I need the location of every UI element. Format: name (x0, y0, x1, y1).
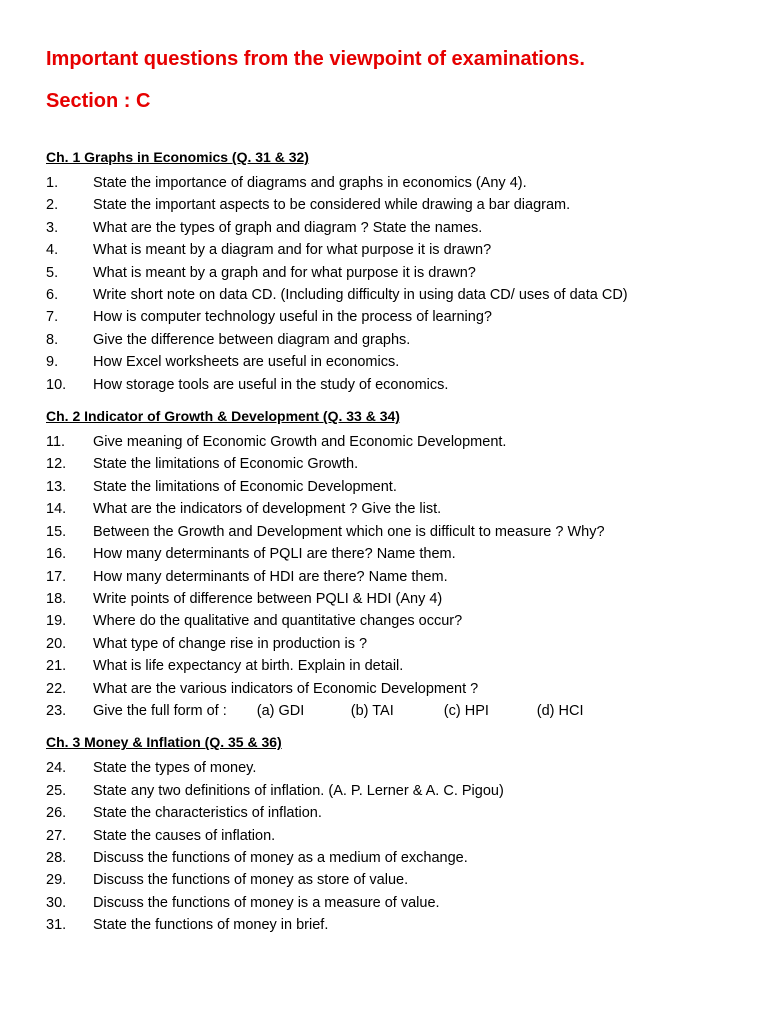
question-item (46, 802, 746, 824)
option-c: (c) HPI (443, 702, 489, 719)
question-item (46, 847, 746, 869)
question-text: What is meant by a diagram and for what purpose it is drawn? (93, 242, 492, 259)
option-a: (a) GDI (256, 702, 305, 719)
question-text: Between the Growth and Development which one is difficult to measure ? Why? (93, 523, 605, 540)
option-d: (d) HCI (536, 702, 584, 719)
question-item (46, 655, 746, 677)
question-number: 3. (46, 219, 59, 236)
chapter-3-heading: Ch. 3 Money & Inflation (Q. 35 & 36) (46, 734, 282, 751)
question-number: 8. (46, 331, 59, 348)
question-item (46, 892, 746, 914)
question-item (46, 329, 746, 351)
question-text: State the importance of diagrams and graphs in economics (Any 4). (93, 175, 527, 191)
document-page (46, 46, 746, 937)
question-text: Discuss the functions of money is a measure of value. (93, 894, 440, 911)
question-text: State any two definitions of inflation. (A. P. Lerner & A. C. Pigou) (93, 782, 504, 799)
question-text: Give meaning of Economic Growth and Economic Development. (93, 434, 507, 451)
question-number: 11. (46, 434, 66, 451)
question-text: How is computer technology useful in the process of learning? (93, 309, 492, 326)
question-number: 18. (46, 590, 67, 607)
question-item (46, 757, 746, 779)
question-number: 12. (46, 456, 67, 473)
question-text: What is meant by a graph and for what purpose it is drawn? (93, 264, 476, 281)
question-number: 22. (46, 680, 67, 697)
question-number: 31. (46, 917, 67, 934)
question-text: State the limitations of Economic Growth. (93, 456, 359, 473)
question-text: What are the various indicators of Economic Development ? (93, 680, 479, 697)
question-number: 2. (46, 197, 59, 214)
chapter-3-question-list (46, 757, 746, 936)
question-number: 28. (46, 849, 67, 866)
question-text: State the important aspects to be considered while drawing a bar diagram. (93, 197, 571, 214)
question-text: Write short note on data CD. (Including difficulty in using data CD/ uses of data CD) (93, 287, 628, 304)
question-number: 29. (46, 872, 67, 889)
question-item (46, 914, 746, 936)
question-text: What type of change rise in production is ? (93, 635, 368, 652)
question-item (46, 172, 746, 194)
question-item (46, 284, 746, 306)
question-number: 13. (46, 478, 67, 495)
option-b: (b) TAI (350, 702, 394, 719)
question-item (46, 262, 746, 284)
question-number: 7. (46, 309, 59, 326)
question-number: 26. (46, 805, 67, 822)
chapter-2-heading: Ch. 2 Indicator of Growth & Development (Q. 33 & 34) (46, 408, 400, 425)
question-item (46, 869, 746, 891)
question-item (46, 633, 746, 655)
question-number: 4. (46, 242, 59, 259)
question-item (46, 476, 746, 498)
question-number: 21. (46, 658, 67, 675)
question-item (46, 217, 746, 239)
question-text: State the characteristics of inflation. (93, 805, 322, 822)
question-number: 15. (46, 523, 67, 540)
question-item (46, 825, 746, 847)
question-item (46, 566, 746, 588)
question-item (46, 678, 746, 700)
chapter-1-heading: Ch. 1 Graphs in Economics (Q. 31 & 32) (46, 149, 309, 165)
question-text: State the causes of inflation. (93, 827, 276, 844)
question-text: How Excel worksheets are useful in economics. (93, 354, 400, 371)
question-item (46, 306, 746, 328)
section-heading: Section : C (46, 90, 151, 112)
question-text (93, 700, 746, 722)
question-item (46, 351, 746, 373)
question-number: 10. (46, 376, 67, 393)
question-item (46, 431, 746, 453)
question-number: 9. (46, 354, 59, 371)
question-number: 20. (46, 635, 67, 652)
question-number: 25. (46, 782, 67, 799)
question-number: 5. (46, 264, 59, 281)
question-number: 17. (46, 568, 67, 585)
question-item (46, 700, 746, 722)
question-item (46, 588, 746, 610)
question-number: 19. (46, 613, 67, 630)
question-text: State the limitations of Economic Development. (93, 478, 397, 495)
question-text: What is life expectancy at birth. Explain in detail. (93, 658, 404, 675)
question-item (46, 543, 746, 565)
question-number: 6. (46, 287, 59, 304)
question-item (46, 194, 746, 216)
question-text: Where do the qualitative and quantitative changes occur? (93, 613, 463, 630)
question-number: 16. (46, 546, 67, 563)
question-text: Discuss the functions of money as a medium of exchange. (93, 849, 468, 866)
question-item (46, 498, 746, 520)
question-text: What are the indicators of development ? Give the list. (93, 501, 442, 518)
question-item (46, 521, 746, 543)
question-prompt: Give the full form of : (93, 702, 227, 719)
question-number: 27. (46, 827, 67, 844)
chapter-2-question-list (46, 431, 746, 722)
question-number: 24. (46, 760, 67, 777)
page-title: Important questions from the viewpoint of examinations. (46, 48, 585, 70)
question-item (46, 453, 746, 475)
question-text: Give the difference between diagram and graphs. (93, 331, 411, 348)
question-text: State the types of money. (93, 760, 257, 777)
question-text: What are the types of graph and diagram ? State the names. (93, 219, 483, 236)
question-text: How many determinants of PQLI are there? Name them. (93, 546, 456, 563)
question-item (46, 780, 746, 802)
question-item (46, 610, 746, 632)
question-number: 1. (46, 175, 59, 191)
question-item (46, 239, 746, 261)
question-text: Discuss the functions of money as store of value. (93, 872, 409, 889)
question-text: State the functions of money in brief. (93, 917, 329, 934)
question-text: How many determinants of HDI are there? Name them. (93, 568, 448, 585)
question-item (46, 374, 746, 396)
question-text: Write points of difference between PQLI & HDI (Any 4) (93, 590, 443, 607)
question-text: How storage tools are useful in the study of economics. (93, 376, 449, 393)
question-number: 23. (46, 702, 67, 719)
chapter-1-question-list (46, 172, 746, 396)
question-number: 30. (46, 894, 67, 911)
question-number: 14. (46, 501, 67, 518)
